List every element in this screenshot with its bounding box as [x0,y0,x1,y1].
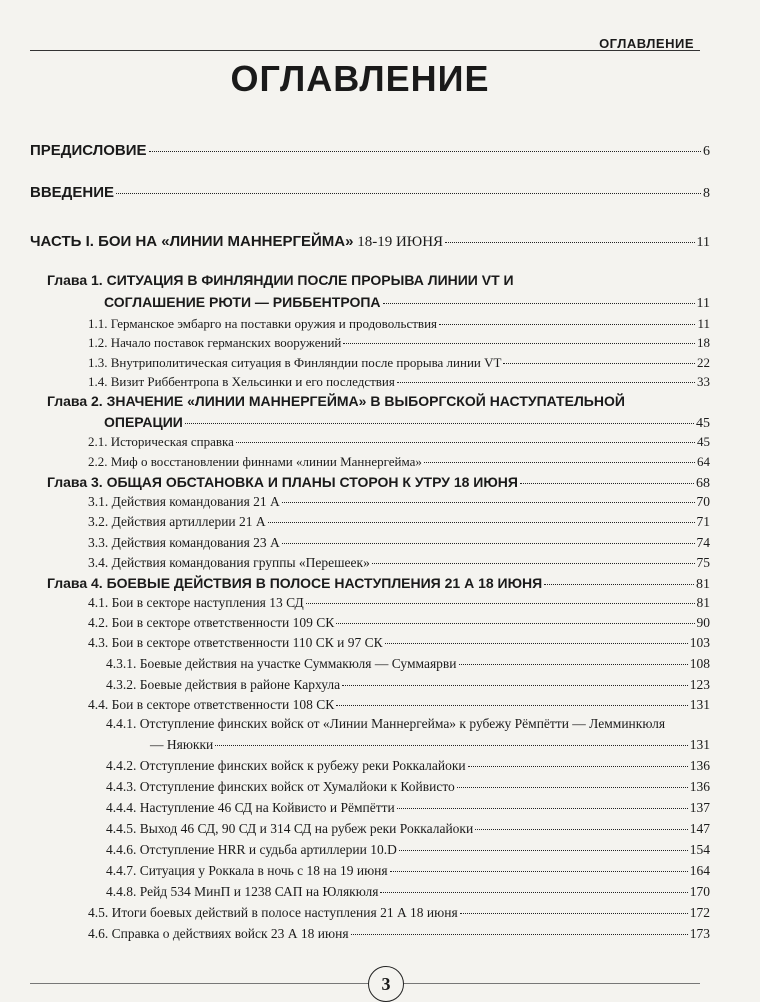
toc-entry-page: 154 [689,842,710,857]
dot-leader [336,623,694,624]
toc-entry-page: 68 [696,476,710,491]
dot-leader [503,363,695,364]
dot-leader [439,324,695,325]
toc-entry-page: 81 [696,595,710,610]
toc-entry-section[interactable] [88,355,710,371]
toc-entry-section[interactable] [88,335,710,351]
toc-entry-section[interactable] [88,535,710,551]
dot-leader [343,343,695,344]
dot-leader [468,766,688,767]
toc-entry-page: 103 [689,635,710,650]
dot-leader [475,829,688,830]
dot-leader [185,423,694,424]
toc-entry-subsection[interactable] [106,884,710,900]
toc-entry-page: 45 [696,416,710,431]
toc-entry-label: 4.3.2. Боевые действия в районе Кархула [106,677,341,692]
toc-entry-chapter-1[interactable] [104,294,710,312]
toc-entry-page: 147 [689,821,710,836]
running-header: ОГЛАВЛЕНИЕ [599,36,694,51]
toc-entry-label: 4.3. Бои в секторе ответственности 110 СК и 97 СК [88,635,383,650]
toc-entry-label: 1.1. Германское эмбарго на поставки оружия и продовольствия [88,316,438,331]
dot-leader [336,705,687,706]
toc-entry-chapter-3[interactable] [47,474,710,492]
toc-entry-label: ОПЕРАЦИИ [104,414,183,430]
toc-entry-page: 71 [696,514,710,529]
toc-entry-section[interactable] [88,434,710,450]
dot-leader [383,303,695,304]
toc-entry-label: 1.4. Визит Риббентропа в Хельсинки и его последствия [88,374,395,389]
toc-entry-preface[interactable] [30,142,710,160]
toc-entry-subsection[interactable] [106,800,710,816]
footer-rule [30,983,700,984]
toc-entry-introduction[interactable] [30,184,710,202]
dot-leader [116,193,701,194]
dot-leader [342,685,688,686]
toc-entry-label: 4.5. Итоги боевых действий в полосе наступления 21 А 18 июня [88,905,458,920]
dot-leader [399,850,688,851]
toc-entry-page: 173 [689,926,710,941]
toc-entry-page: 131 [689,737,710,752]
toc-entry-label: 4.4.4. Наступление 46 СД на Койвисто и Рёмпётти [106,800,395,815]
toc-entry-section[interactable] [88,697,710,713]
toc-entry-page: 11 [697,316,710,331]
toc-entry-subsection[interactable] [106,677,710,693]
dot-leader [236,442,695,443]
toc-entry-label: 2.1. Историческая справка [88,434,234,449]
toc-entry-page: 64 [697,454,710,469]
toc-entry-section[interactable] [88,595,710,611]
toc-entry-chapter-4[interactable] [47,575,710,593]
toc-entry-label: 4.4.5. Выход 46 СД, 90 СД и 314 СД на рубеж реки Роккалайоки [106,821,474,836]
toc-entry-page: 8 [703,186,710,201]
toc-entry-page: 74 [696,535,710,550]
part-dates: 18-19 ИЮНЯ [353,234,444,250]
toc-entry-page: 70 [696,494,710,509]
toc-entry-label: Глава 3. ОБЩАЯ ОБСТАНОВКА И ПЛАНЫ СТОРОН К УТРУ 18 ИЮНЯ [47,474,518,490]
toc-entry-section[interactable] [88,316,710,332]
dot-leader [306,603,695,604]
toc-entry-subsection[interactable] [106,758,710,774]
toc-entry-label: 3.4. Действия командования группы «Перешеек» [88,555,370,570]
toc-entry-label: Глава 4. БОЕВЫЕ ДЕЙСТВИЯ В ПОЛОСЕ НАСТУПЛЕНИЯ 21 А 18 ИЮНЯ [47,575,543,591]
toc-entry-section[interactable] [88,494,710,510]
toc-entry-page: 11 [696,296,710,311]
dot-leader [149,151,701,152]
toc-entry-page: 123 [689,677,710,692]
toc-entry-page: 136 [689,779,710,794]
toc-entry-section[interactable] [88,926,710,942]
dot-leader [457,787,688,788]
dot-leader [459,664,688,665]
toc-entry-page: 164 [689,863,710,878]
dot-leader [390,871,688,872]
toc-entry-label: 1.2. Начало поставок германских вооружений [88,335,342,350]
toc-entry-label: ВВЕДЕНИЕ [30,184,114,201]
toc-entry-label: 4.6. Справка о действиях войск 23 А 18 июня [88,926,349,941]
toc-entry-subsection[interactable] [106,842,710,858]
toc-entry-page: 81 [696,577,710,592]
toc-entry-page: 22 [697,355,710,370]
dot-leader [397,808,688,809]
toc-entry-part-1[interactable] [30,233,710,251]
dot-leader [520,483,694,484]
toc-entry-subsection[interactable] [106,821,710,837]
dot-leader [282,502,695,503]
toc-entry-chapter-1-line1[interactable]: Глава 1. СИТУАЦИЯ В ФИНЛЯНДИИ ПОСЛЕ ПРОРЫВА ЛИНИИ VT И [47,272,514,288]
toc-entry-label: 4.3.1. Боевые действия на участке Суммакюля — Суммаярви [106,656,457,671]
page-number: 3 [368,966,404,1002]
dot-leader [268,522,695,523]
toc-entry-page: 90 [696,615,710,630]
toc-entry-subsection[interactable] [106,779,710,795]
toc-entry-label: 2.2. Миф о восстановлении финнами «линии Маннергейма» [88,454,422,469]
toc-entry-page: 108 [689,656,710,671]
toc-entry-page: 45 [697,434,710,449]
toc-entry-page: 137 [689,800,710,815]
toc-entry-label: СОГЛАШЕНИЕ РЮТИ — РИББЕНТРОПА [104,294,381,310]
toc-entry-section[interactable] [88,555,710,571]
toc-entry-chapter-2[interactable] [104,414,710,432]
toc-entry-section[interactable] [88,374,710,390]
toc-entry-label: 4.4.3. Отступление финских войск от Хумалйоки к Койвисто [106,779,455,794]
toc-entry-label: 4.4. Бои в секторе ответственности 108 СК [88,697,335,712]
toc-entry-label: 4.4.8. Рейд 534 МинП и 1238 САП на Юлякюля [106,884,379,899]
toc-entry-section[interactable] [88,615,710,631]
toc-entry-subsection[interactable] [150,737,710,753]
toc-entry-page: 136 [689,758,710,773]
toc-entry-page: 131 [689,697,710,712]
toc-entry-label [30,233,443,251]
toc-entry-page: 75 [696,555,710,570]
toc-entry-label: 4.1. Бои в секторе наступления 13 СД [88,595,304,610]
toc-entry-label: 4.4.6. Отступление HRR и судьба артиллерии 10.D [106,842,397,857]
toc-entry-chapter-2-line1[interactable]: Глава 2. ЗНАЧЕНИЕ «ЛИНИИ МАННЕРГЕЙМА» В ВЫБОРГСКОЙ НАСТУПАТЕЛЬНОЙ [47,393,625,409]
toc-entry-subsection[interactable] [106,656,710,672]
toc-entry-label: 3.3. Действия командования 23 А [88,535,280,550]
toc-entry-section[interactable] [88,454,710,470]
dot-leader [380,892,687,893]
toc-entry-subsection-line1[interactable]: 4.4.1. Отступление финских войск от «Линии Маннергейма» к рубежу Рёмпётти — Лемминкюля [106,716,666,731]
dot-leader [544,584,694,585]
dot-leader [351,934,688,935]
dot-leader [397,382,695,383]
page-title: ОГЛАВЛЕНИЕ [230,58,490,99]
dot-leader [385,643,688,644]
toc-entry-label: 3.1. Действия командования 21 А [88,494,280,509]
toc-entry-page: 6 [703,144,710,159]
toc-entry-label: — Няюкки [150,737,214,752]
toc-entry-label: ПРЕДИСЛОВИЕ [30,142,147,159]
toc-entry-label: 3.2. Действия артиллерии 21 А [88,514,266,529]
dot-leader [215,745,687,746]
toc-entry-page: 33 [697,374,710,389]
part-title: ЧАСТЬ I. БОИ НА «ЛИНИИ МАННЕРГЕЙМА» [30,233,354,250]
toc-entry-subsection[interactable] [106,863,710,879]
toc-entry-section[interactable] [88,905,710,921]
dot-leader [282,543,695,544]
toc-entry-page: 11 [696,235,710,250]
toc-entry-label: 4.2. Бои в секторе ответственности 109 СК [88,615,335,630]
dot-leader [424,462,695,463]
toc-entry-page: 18 [697,335,710,350]
dot-leader [372,563,695,564]
toc-entry-label: 4.4.7. Ситуация у Роккала в ночь с 18 на 19 июня [106,863,388,878]
toc-entry-section[interactable] [88,514,710,530]
toc-entry-label: 1.3. Внутриполитическая ситуация в Финляндии после прорыва линии VT [88,355,502,370]
toc-entry-page: 170 [689,884,710,899]
toc-entry-label: 4.4.2. Отступление финских войск к рубежу реки Роккалайоки [106,758,466,773]
toc-entry-page: 172 [689,905,710,920]
dot-leader [460,913,688,914]
toc-entry-section[interactable] [88,635,710,651]
dot-leader [445,242,694,243]
